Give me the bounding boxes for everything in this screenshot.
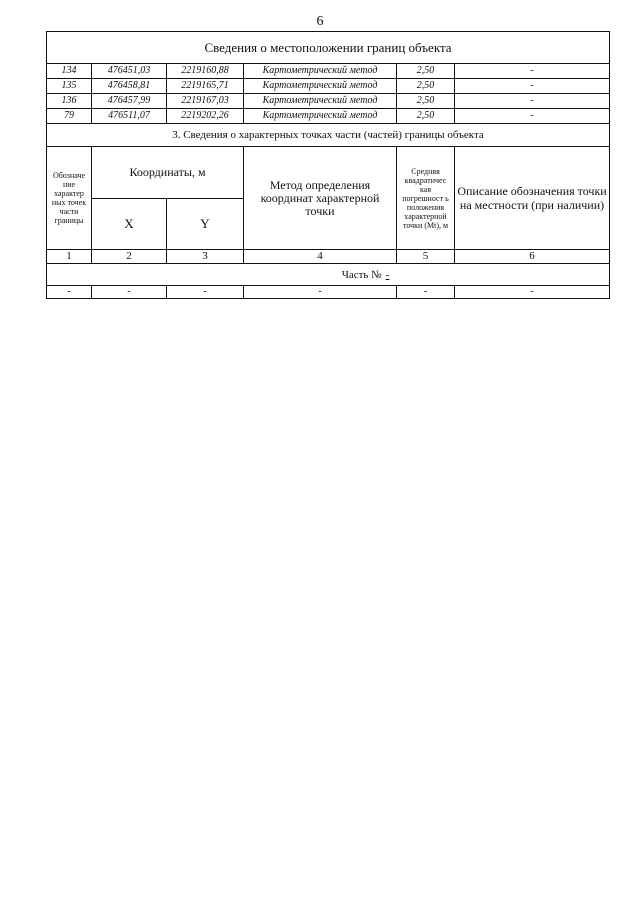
method-cell: Картометрический метод bbox=[244, 109, 397, 124]
point-id-cell: 135 bbox=[47, 79, 92, 94]
header-y: Y bbox=[167, 198, 244, 250]
section-3-title: 3. Сведения о характерных точках части (частей) границы объекта bbox=[47, 124, 610, 147]
error-cell: 2,50 bbox=[397, 64, 455, 79]
y-cell: 2219160,88 bbox=[167, 64, 244, 79]
y-cell: 2219167,03 bbox=[167, 94, 244, 109]
header-x: X bbox=[92, 198, 167, 250]
empty-cell: - bbox=[397, 286, 455, 299]
empty-cell: - bbox=[167, 286, 244, 299]
table-row bbox=[47, 286, 610, 299]
part-value: - bbox=[385, 268, 390, 281]
point-id-cell: 134 bbox=[47, 64, 92, 79]
page-number: 6 bbox=[316, 14, 324, 29]
y-cell: 2219165,71 bbox=[167, 79, 244, 94]
boundary-table bbox=[46, 31, 610, 299]
error-cell: 2,50 bbox=[397, 109, 455, 124]
y-cell: 2219202,26 bbox=[167, 109, 244, 124]
description-cell: - bbox=[455, 79, 610, 94]
header-coordinates: Координаты, м bbox=[92, 147, 244, 199]
empty-cell: - bbox=[455, 286, 610, 299]
header-description: Описание обозначения точки на местности (при наличии) bbox=[455, 147, 610, 250]
empty-cell: - bbox=[244, 286, 397, 299]
table-row bbox=[47, 64, 610, 79]
column-number: 3 bbox=[167, 250, 244, 264]
description-cell: - bbox=[455, 94, 610, 109]
table-row bbox=[47, 79, 610, 94]
column-number: 6 bbox=[455, 250, 610, 264]
method-cell: Картометрический метод bbox=[244, 64, 397, 79]
error-cell: 2,50 bbox=[397, 94, 455, 109]
section-3-title-row bbox=[47, 124, 610, 147]
column-number-row bbox=[47, 250, 610, 264]
header-row bbox=[47, 147, 610, 199]
x-cell: 476457,99 bbox=[92, 94, 167, 109]
header-designation: Обозначе ние характер ных точек части границы bbox=[47, 147, 92, 250]
header-method: Метод определения координат характерной точки bbox=[244, 147, 397, 250]
part-row bbox=[47, 264, 610, 286]
point-id-cell: 79 bbox=[47, 109, 92, 124]
error-cell: 2,50 bbox=[397, 79, 455, 94]
empty-cell: - bbox=[92, 286, 167, 299]
part-cell bbox=[47, 264, 610, 286]
column-number: 1 bbox=[47, 250, 92, 264]
column-number: 2 bbox=[92, 250, 167, 264]
description-cell: - bbox=[455, 109, 610, 124]
table-row bbox=[47, 109, 610, 124]
description-cell: - bbox=[455, 64, 610, 79]
x-cell: 476451,03 bbox=[92, 64, 167, 79]
column-number: 4 bbox=[244, 250, 397, 264]
table-row bbox=[47, 94, 610, 109]
x-cell: 476458,81 bbox=[92, 79, 167, 94]
empty-cell: - bbox=[47, 286, 92, 299]
column-number: 5 bbox=[397, 250, 455, 264]
table-title: Сведения о местоположении границ объекта bbox=[47, 32, 610, 64]
part-label: Часть № bbox=[341, 268, 382, 281]
method-cell: Картометрический метод bbox=[244, 79, 397, 94]
header-error: Средняя квадратичес кая погрешност ь положения характерной точки (Mt), м bbox=[397, 147, 455, 250]
method-cell: Картометрический метод bbox=[244, 94, 397, 109]
table-title-row bbox=[47, 32, 610, 64]
point-id-cell: 136 bbox=[47, 94, 92, 109]
x-cell: 476511,07 bbox=[92, 109, 167, 124]
